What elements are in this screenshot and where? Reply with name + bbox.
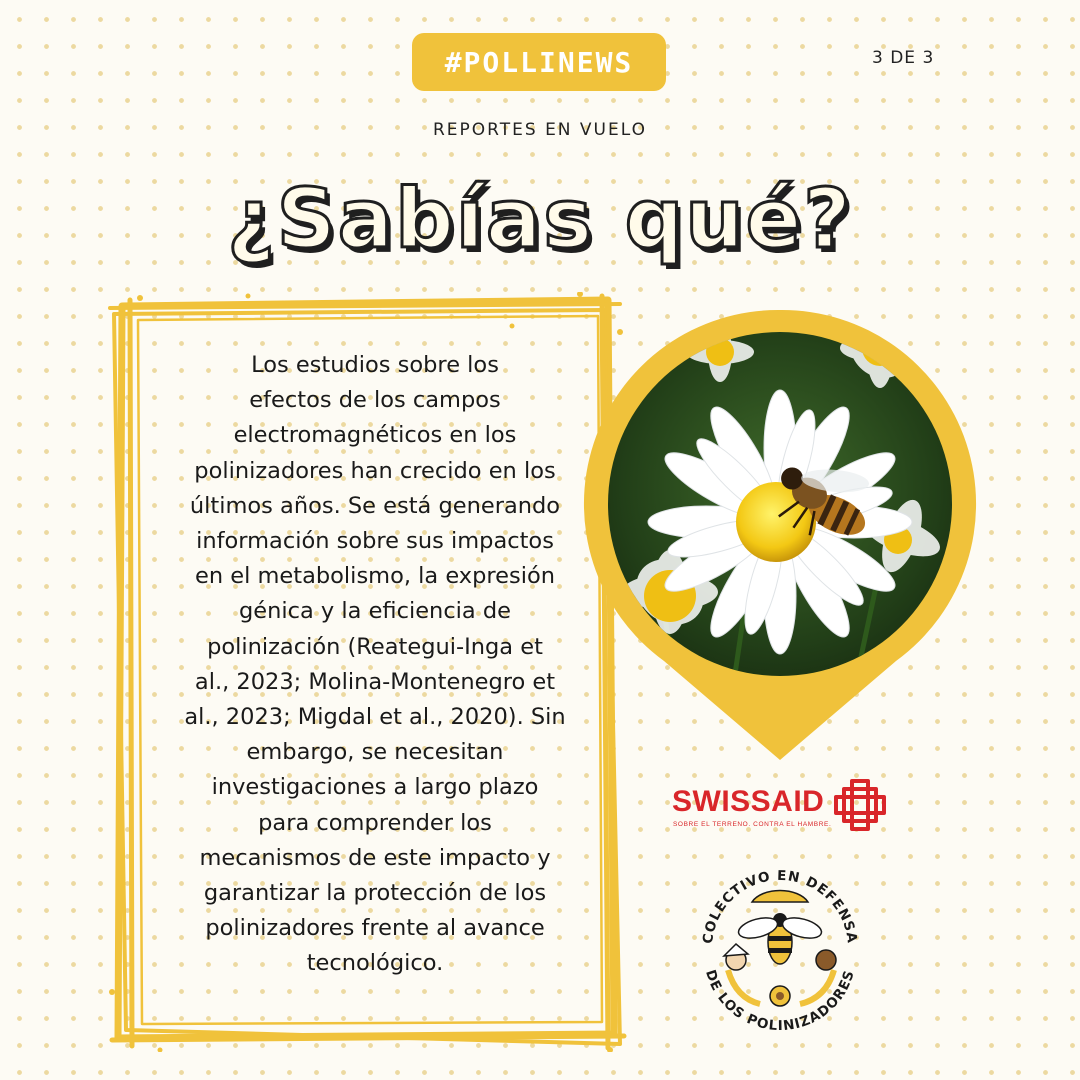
collective-top-text: COLECTIVO EN DEFENSA <box>700 867 861 945</box>
pollinews-tag: #POLLINEWS <box>412 33 666 91</box>
collective-emblem <box>690 858 870 1038</box>
swissaid-logo <box>668 773 898 835</box>
body-line: mecanismos de este impacto y <box>199 844 551 871</box>
swissaid-tagline: SOBRE EL TERRENO. CONTRA EL HAMBRE. <box>673 821 832 828</box>
body-line: al., 2023; Molina-Montenegro et <box>194 668 556 695</box>
body-line: génica y la eficiencia de <box>238 598 512 625</box>
body-line: tecnológico. <box>306 950 444 977</box>
body-line: para comprender los <box>258 809 492 836</box>
body-line: información sobre sus impactos <box>196 528 554 555</box>
body-paragraph <box>158 348 592 982</box>
body-line: Los estudios sobre los <box>251 352 499 378</box>
body-line: en el metabolismo, la expresión <box>195 563 555 590</box>
swissaid-knot-icon <box>832 777 888 833</box>
collective-bottom-text: DE LOS POLINIZADORES <box>702 967 858 1035</box>
body-line: electromagnéticos en los <box>233 422 517 449</box>
swissaid-wordmark: SWISSAID <box>672 785 825 818</box>
body-line: garantizar la protección de los <box>203 880 547 907</box>
section-subtitle: REPORTES EN VUELO <box>432 120 647 140</box>
body-line: últimos años. Se está generando <box>189 492 561 519</box>
bee-flower-photo <box>580 308 980 768</box>
body-line: embargo, se necesitan <box>246 739 504 766</box>
bee-collective-emblem <box>724 890 836 1006</box>
body-line: polinizadores frente al avance <box>205 915 545 942</box>
body-line: polinización (Reategui-Inga et <box>207 633 543 660</box>
page-title: ¿Sabías qué? <box>227 172 853 267</box>
body-line: efectos de los campos <box>249 387 501 414</box>
body-line: investigaciones a largo plazo <box>211 774 539 801</box>
page-indicator: 3 DE 3 <box>872 48 935 68</box>
body-line: al., 2023; Migdal et al., 2020). Sin <box>184 704 566 731</box>
body-line: polinizadores han crecido en los <box>194 457 556 484</box>
